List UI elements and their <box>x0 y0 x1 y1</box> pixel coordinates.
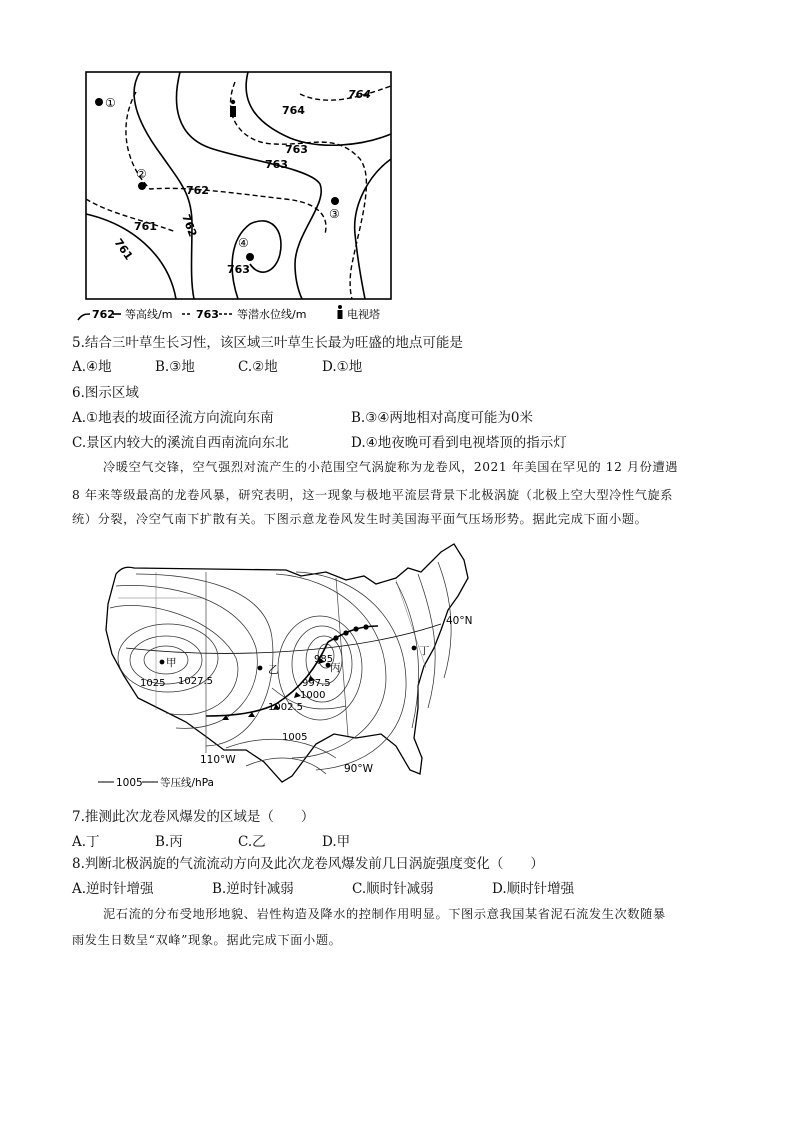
question-8-stem: 8.判断北极涡旋的气流流动方向及此次龙卷风爆发前几日涡旋强度变化（ ） <box>72 856 544 872</box>
water-table-line <box>86 199 176 232</box>
q6-option-c[interactable]: C.景区内较大的溪流自西南流向东北 <box>72 435 289 451</box>
label-water-761: 761 <box>134 220 157 233</box>
point-4-marker <box>246 253 254 261</box>
point-1-label: ① <box>105 96 116 110</box>
isobar-legend <box>98 776 214 789</box>
q5-option-c[interactable]: C.②地 <box>238 359 278 375</box>
question-7-stem: 7.推测此次龙卷风爆发的区域是（ ） <box>72 809 315 825</box>
legend-contour-value: 762 <box>92 308 115 321</box>
passage-3-line-1: 泥石流的分布受地形地貌、岩性构造及降水的控制作用明显。下图示意我国某省泥石流发生次数随暴 <box>103 907 666 921</box>
contour-map-figure <box>70 64 400 330</box>
isobar-legend-text: 等压线/hPa <box>160 777 214 789</box>
place-jia-marker <box>160 660 165 665</box>
q5-option-b[interactable]: B.③地 <box>155 359 195 375</box>
label-contour-764: 764 <box>282 104 305 117</box>
q6-option-d[interactable]: D.④地夜晚可看到电视塔顶的指示灯 <box>351 435 567 451</box>
isobar-1002-5: 1002.5 <box>268 702 303 713</box>
legend-water-value: 763 <box>196 308 219 321</box>
lat-label-40n: 40°N <box>446 615 473 627</box>
isobar-1025: 1025 <box>140 678 166 689</box>
lon-label-110w: 110°W <box>200 754 236 766</box>
tv-tower-icon <box>230 100 236 117</box>
isobar-997-5: 997.5 <box>302 678 331 689</box>
label-contour-761: 761 <box>111 236 136 263</box>
label-contour-763b: 763 <box>227 263 250 276</box>
lon-label-90w: 90°W <box>344 763 373 775</box>
passage-2-line-1: 冷暖空气交锋，空气强烈对流产生的小范围空气涡旋称为龙卷风，2021 年美国在罕见的 12 月份遭遇 <box>103 460 679 474</box>
passage-2-line-2: 8 年来等级最高的龙卷风暴，研究表明，这一现象与极地平流层背景下北极涡旋（北极上空大型冷性气旋系 <box>72 488 674 502</box>
point-4-label: ④ <box>238 236 249 250</box>
q7-option-c[interactable]: C.乙 <box>238 834 266 850</box>
place-yi-label: 乙 <box>268 664 279 676</box>
q8-option-c[interactable]: C.顺时针减弱 <box>352 881 434 897</box>
place-jia-label: 甲 <box>166 657 177 669</box>
question-6-stem: 6.图示区域 <box>72 385 139 401</box>
isobar-legend-value: 1005 <box>116 777 143 789</box>
map-legend <box>78 305 380 321</box>
contour-line <box>232 221 281 299</box>
question-5-stem: 5.结合三叶草生长习性，该区域三叶草生长最为旺盛的地点可能是 <box>72 335 463 351</box>
q8-option-a[interactable]: A.逆时针增强 <box>72 881 154 897</box>
passage-2-line-3: 统）分裂，冷空气南下扩散有关。下图示意龙卷风发生时美国海平面气压场形势。据此完成下面小题。 <box>72 512 648 526</box>
q7-option-b[interactable]: B.丙 <box>155 834 183 850</box>
contour-line <box>246 72 391 145</box>
place-ding-marker <box>412 646 417 651</box>
passage-3-line-2: 雨发生日数呈“双峰”现象。据此完成下面小题。 <box>72 933 342 947</box>
q8-option-d[interactable]: D.顺时针增强 <box>492 881 575 897</box>
point-2-marker <box>138 182 146 190</box>
legend-tower-text: 电视塔 <box>347 308 380 321</box>
latitude-line-40n <box>126 624 441 653</box>
q7-option-d[interactable]: D.甲 <box>322 834 351 850</box>
q8-option-b[interactable]: B.逆时针减弱 <box>212 881 294 897</box>
isobar-1027-5: 1027.5 <box>178 676 213 687</box>
label-contour-762: 762 <box>179 212 200 239</box>
point-3-label: ③ <box>329 207 340 221</box>
legend-contour-text: 等高线/m <box>125 308 173 321</box>
place-ding-label: 丁 <box>419 645 430 657</box>
isobar-985: 985 <box>314 654 334 665</box>
place-bing-label: 丙 <box>330 662 341 674</box>
legend-water-text: 等潜水位线/m <box>237 308 307 321</box>
label-water-764: 764 <box>348 88 371 101</box>
q5-option-d[interactable]: D.①地 <box>322 359 363 375</box>
label-contour-763: 763 <box>265 158 288 171</box>
q6-option-a[interactable]: A.①地表的坡面径流方向流向东南 <box>72 410 274 426</box>
label-water-762: 762 <box>186 184 209 197</box>
point-3-marker <box>331 197 339 205</box>
point-2-label: ② <box>136 167 147 181</box>
legend-tower-icon <box>338 305 343 319</box>
q6-option-b[interactable]: B.③④两地相对高度可能为0米 <box>351 410 534 426</box>
place-yi-marker <box>258 666 263 671</box>
isobar-1000: 1000 <box>300 690 326 701</box>
q7-option-a[interactable]: A.丁 <box>72 834 100 850</box>
label-water-763: 763 <box>285 143 308 156</box>
q5-option-a[interactable]: A.④地 <box>72 359 112 375</box>
water-table-line <box>300 86 391 100</box>
point-1-marker <box>95 98 103 106</box>
isobar-1005: 1005 <box>282 732 308 743</box>
us-isobar-map-figure <box>96 538 496 796</box>
